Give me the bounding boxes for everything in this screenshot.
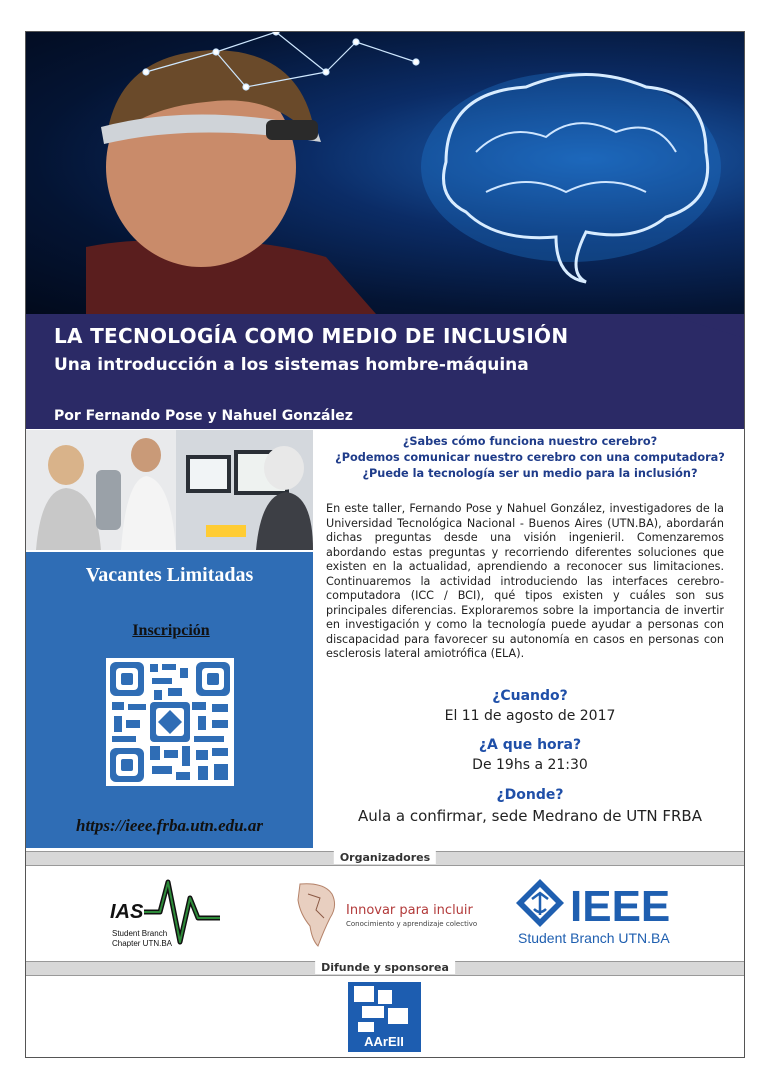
ieee-subtitle: Student Branch UTN.BA — [518, 930, 670, 946]
sponsors-bar — [26, 961, 744, 976]
time-block — [316, 737, 744, 773]
authors-line: Por Fernando Pose y Nahuel González — [54, 408, 353, 424]
sponsors-label: Difunde y sponsorea — [315, 961, 455, 974]
poster — [25, 31, 745, 1058]
ieee-text: IEEE — [570, 882, 671, 931]
ias-logo — [110, 878, 230, 956]
question-1: ¿Sabes cómo funciona nuestro cerebro? — [402, 435, 658, 448]
lab-photos-illustration — [26, 430, 313, 550]
qr-code-icon — [106, 658, 234, 786]
aarell-text: AArEII — [364, 1034, 404, 1049]
where-answer: Aula a confirmar, sede Medrano de UTN FRBA — [358, 807, 702, 825]
ias-sub1: Student Branch — [112, 929, 168, 938]
ias-sub2: Chapter UTN.BA — [112, 939, 173, 948]
ieee-diamond-icon — [514, 877, 694, 949]
organizers-label: Organizadores — [334, 851, 436, 864]
brain-network-illustration — [26, 32, 744, 314]
ias-text: IAS — [110, 901, 144, 923]
website-url[interactable]: https://ieee.frba.utn.edu.ar — [75, 816, 263, 835]
questions-block — [316, 434, 744, 482]
time-answer: De 19hs a 21:30 — [472, 757, 588, 773]
description-text: En este taller, Fernando Pose y Nahuel González, investigadores de la Universidad Tecnológica Nacional - Buenos Aires (UTN.BA), abordarán dichas preguntas desde una visión ingenieril. Comenzaremos abordando estas preguntas y recorriendo diferentes soluciones que existen en la actualidad, aprendiendo a reconocer sus limitaciones. Continuaremos la actividad introduciendo las interfaces cerebro-computadora (ICC / BCI), qué tipos existen y cuáles son sus principales diferencias. Exploraremos sobre la importancia de invertir en investigación y como la tecnología puede ayudar a personas con discapacidad para favorecer su autonomía en casos en personas con esclerosis lateral amiotrófica (ELA). — [326, 502, 724, 660]
lab-photos — [26, 430, 313, 550]
innovar-title: Innovar para incluir — [346, 903, 473, 918]
hero-image — [26, 32, 744, 314]
question-3: ¿Puede la tecnología ser un medio para la inclusión? — [362, 467, 698, 480]
time-question: ¿A que hora? — [478, 737, 582, 753]
aarell-logo — [348, 982, 421, 1052]
poster-subtitle: Una introducción a los sistemas hombre-máquina — [54, 355, 529, 375]
when-answer: El 11 de agosto de 2017 — [444, 708, 616, 724]
organizers-bar — [26, 851, 744, 866]
south-america-map-icon — [294, 880, 484, 950]
when-question: ¿Cuando? — [492, 688, 568, 704]
ias-waveform-icon — [110, 878, 230, 952]
qr-code[interactable] — [106, 658, 234, 786]
registration-link[interactable]: Inscripción — [132, 622, 210, 639]
innovar-subtitle: Conocimiento y aprendizaje colectivo — [346, 920, 478, 928]
poster-title: LA TECNOLOGÍA COMO MEDIO DE INCLUSIÓN — [54, 324, 569, 348]
question-2: ¿Podemos comunicar nuestro cerebro con una computadora? — [335, 451, 725, 464]
when-block — [316, 688, 744, 724]
ieee-logo — [514, 877, 694, 953]
aarell-puzzle-icon — [348, 982, 421, 1052]
where-block — [316, 787, 744, 825]
vacancies-text: Vacantes Limitadas — [85, 564, 254, 586]
where-question: ¿Donde? — [496, 787, 564, 803]
innovar-logo — [294, 880, 484, 954]
